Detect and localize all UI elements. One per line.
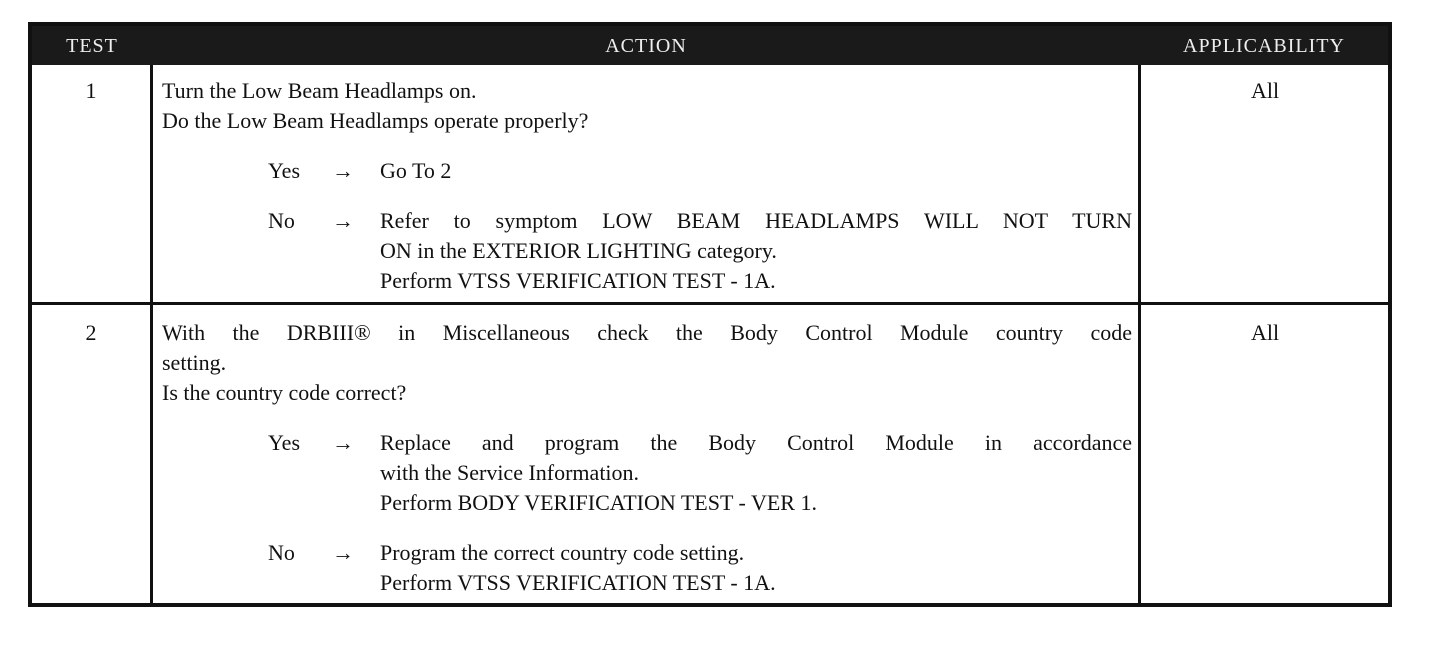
header-applicability: APPLICABILITY (1183, 35, 1345, 57)
table-header (32, 26, 1388, 65)
row-1-applicability: All (1250, 78, 1280, 103)
row-2-no-label: No (268, 540, 295, 565)
row-1-yes-line-1: Go To 2 (380, 158, 452, 183)
row-2-action-line-2: setting. (162, 350, 227, 375)
row-divider (32, 302, 1388, 305)
row-1-no-arrow-icon: → (332, 208, 354, 233)
diagnostic-test-table (28, 22, 1392, 607)
row-1-yes-label: Yes (268, 158, 301, 183)
row-2-applicability: All (1250, 320, 1280, 345)
row-2-no-arrow-icon: → (332, 540, 354, 565)
row-2-action-line-1: With the DRBIII® in Miscellaneous check the Body Control Module country code (162, 320, 1132, 345)
header-action: ACTION (605, 35, 687, 57)
row-2-no-line-1: Program the correct country code setting. (380, 540, 745, 565)
header-test: TEST (66, 35, 118, 57)
row-2-yes-line-1: Replace and program the Body Control Module in accordance (380, 430, 1132, 455)
row-2-yes-arrow-icon: → (332, 430, 354, 455)
row-2-yes-line-2: with the Service Information. (380, 460, 640, 485)
row-1-no-line-2: ON in the EXTERIOR LIGHTING category. (380, 238, 777, 263)
row-1-no-label: No (268, 208, 295, 233)
row-2-yes-label: Yes (268, 430, 301, 455)
row-1-yes-arrow-icon: → (332, 158, 354, 183)
row-1-action-line-1: Turn the Low Beam Headlamps on. (162, 78, 477, 103)
row-1-test-number: 1 (85, 78, 97, 103)
column-divider-test (150, 65, 153, 607)
column-divider-applicability (1138, 65, 1141, 607)
row-1-no-line-1: Refer to symptom LOW BEAM HEADLAMPS WILL NOT TURN (380, 208, 1132, 233)
row-2-test-number: 2 (85, 320, 97, 345)
row-1-no-line-3: Perform VTSS VERIFICATION TEST - 1A. (380, 268, 776, 293)
row-2-yes-line-3: Perform BODY VERIFICATION TEST - VER 1. (380, 490, 817, 515)
row-2-action-line-3: Is the country code correct? (162, 380, 407, 405)
row-1-action-line-2: Do the Low Beam Headlamps operate properly? (162, 108, 589, 133)
row-2-no-line-2: Perform VTSS VERIFICATION TEST - 1A. (380, 570, 776, 595)
